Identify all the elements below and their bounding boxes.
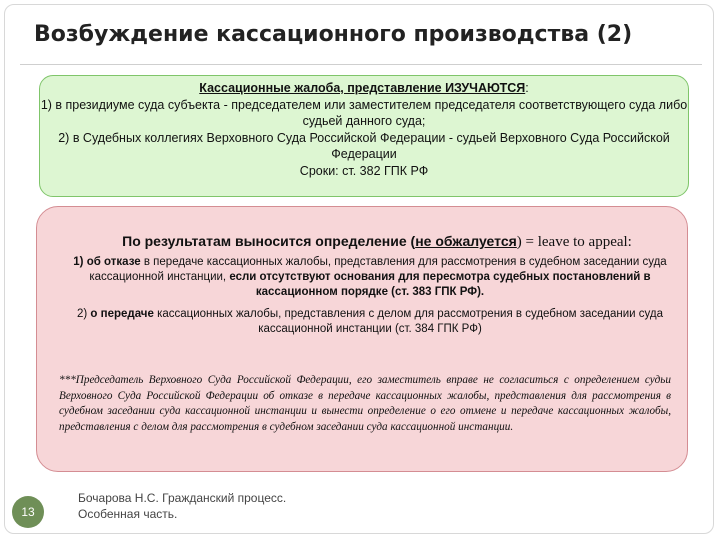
- ruling-item-1-prefix: 1): [73, 256, 84, 268]
- chairman-note: ***Председатель Верховного Суда Российской Федерации, его заместитель вправе не согласиться с определением судьи Верховного Суда Российской Федерации об отказе в передаче кассационных жалобы, представления для рассмотрения в судебном заседании суда кассационной инстанции и вынести определение о его отмене и передаче кассационных жалобы, представления с делом для рассмотрения в судебном заседании суда кассационной инстанции.: [59, 374, 671, 433]
- footer-citation: [78, 490, 286, 522]
- study-item-1: 1) в президиуме суда субъекта - председателем или заместителем председателя соответствующего суда либо судьей данного суда;: [40, 97, 688, 128]
- study-lead: [40, 80, 688, 97]
- study-item-2: 2) в Судебных коллегиях Верховного Суда Российской Федерации - судьей Верховного Суда Российской Федерации: [58, 130, 670, 161]
- study-lead-suffix: :: [525, 81, 529, 95]
- ruling-item-1-text: в передаче кассационных жалобы, представления для рассмотрения в судебном заседании суда кассационной инстанции,: [89, 256, 667, 283]
- ruling-item-2-text: кассационных жалобы, представления с делом для рассмотрения в судебном заседании суда кассационной инстанции (ст. 384 ГПК РФ): [157, 308, 664, 335]
- study-deadline: Сроки: ст. 382 ГПК РФ: [299, 163, 429, 178]
- ruling-item-2-prefix: 2): [76, 308, 88, 320]
- ruling-item-1-bold: об отказе: [86, 256, 141, 268]
- ruling-heading-bold: По результатам выносится определение (: [122, 233, 416, 249]
- slide-title: Возбуждение кассационного производства (2): [34, 22, 633, 47]
- ruling-item-1: [65, 255, 675, 300]
- ruling-heading: [107, 233, 647, 251]
- study-info-box: [39, 75, 689, 197]
- footer-line-2: Особенная часть.: [78, 507, 178, 521]
- page-number-badge: 13: [12, 496, 44, 528]
- ruling-item-1-bold2: если отсутствуют основания для пересмотра судебных постановлений в кассационном порядке (ст. 383 ГПК РФ).: [229, 271, 651, 298]
- ruling-info-box: [36, 206, 688, 472]
- ruling-item-2-bold: о передаче: [90, 308, 154, 320]
- footer-line-1: Бочарова Н.С. Гражданский процесс.: [78, 491, 287, 505]
- study-lead-text: Кассационные жалоба, представление ИЗУЧАЮТСЯ: [199, 81, 526, 95]
- ruling-item-2: [65, 307, 675, 337]
- ruling-heading-tail: ) = leave to appeal:: [516, 234, 632, 250]
- ruling-heading-underline: не обжалуется: [415, 233, 517, 249]
- title-divider: [20, 64, 702, 65]
